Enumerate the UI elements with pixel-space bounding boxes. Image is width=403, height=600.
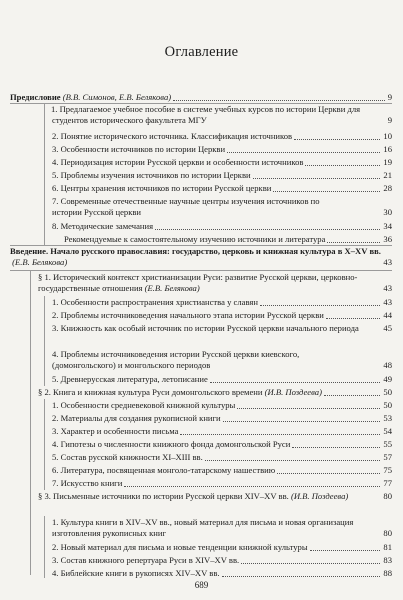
entry-title: 8. Методические замечания [52, 221, 154, 231]
entry-page: 49 [383, 374, 392, 384]
toc-entry [52, 465, 392, 476]
entry-title: 5. Проблемы изучения источников по истории Церкви [52, 170, 251, 180]
entry-title: 4. Библейские книги в рукописях XIV–XV вв. [52, 568, 220, 578]
toc-entry [52, 439, 392, 450]
entry-title: 3. Состав книжного репертуара Руси в XIV–XV вв. [52, 555, 240, 565]
entry-page: 30 [383, 206, 392, 217]
entry-title: 1. Культура книги в XIV–XV вв., новый материал для письма и новая организация изготовления рукописных книг [52, 517, 354, 538]
page-number: 689 [194, 580, 209, 590]
entry-page: 48 [383, 359, 392, 370]
entry-title: 2. Понятие исторического источника. Классификация источников [52, 131, 293, 141]
column-rule [44, 516, 45, 578]
toc-entry [52, 452, 392, 463]
toc-entry [52, 297, 392, 308]
entry-title: 1. Предлагаемое учебное пособие в системе учебных курсов по истории Церкви для студентов исторического факультета МГУ [51, 104, 361, 125]
entry-title: 5. Состав русской книжности XI–XIII вв. [52, 452, 203, 462]
row-rule [10, 245, 392, 246]
row-rule [10, 270, 392, 271]
entry-page: 88 [383, 568, 392, 578]
toc-entry-section [38, 387, 392, 398]
entry-title: 3. Особенности источников по истории Церкви [52, 144, 226, 154]
entry-title: 1. Особенности распространения христианства у славян [52, 297, 258, 307]
entry-page: 43 [383, 256, 392, 267]
entry-title: 4. Периодизация истории Русской церкви и особенности источников [52, 157, 304, 167]
toc-entry-preface [10, 92, 392, 103]
toc-entry [52, 426, 392, 437]
entry-title: 2. Материалы для создания рукописной книги [52, 413, 221, 423]
entry-title: 4. Проблемы источниковедения истории Русской церкви киевского, (домонгольского) и монгольского периодов [52, 349, 300, 370]
entry-page: 28 [383, 183, 392, 193]
toc-entry [52, 183, 392, 194]
entry-page: 54 [383, 426, 392, 436]
column-rule [44, 399, 45, 490]
entry-page: 53 [383, 413, 392, 423]
toc-entry [52, 374, 392, 385]
entry-page: 55 [383, 439, 392, 449]
entry-authors: (И.В. Поздеева) [290, 491, 349, 501]
entry-title: Предисловие [10, 92, 61, 102]
toc-entry-section [38, 491, 392, 502]
row-rule [10, 103, 392, 104]
entry-page: 45 [383, 323, 392, 333]
entry-title: 3. Характер и особенности письма [52, 426, 179, 436]
entry-page: 44 [383, 310, 392, 320]
entry-authors: (И.В. Поздеева) [264, 387, 322, 397]
entry-title: Рекомендуемые к самостоятельному изучению источники и литература [64, 234, 326, 244]
toc-entry [52, 568, 392, 579]
entry-page: 43 [383, 297, 392, 307]
toc-entry [52, 144, 392, 155]
entry-page: 77 [383, 478, 392, 488]
toc-entry [52, 349, 392, 371]
entry-authors: (Е.В. Белякова) [144, 282, 200, 293]
toc-entry [52, 323, 392, 334]
entry-page: 34 [383, 221, 392, 231]
toc-entry [64, 234, 392, 245]
entry-page: 57 [383, 452, 392, 462]
toc-entry [52, 400, 392, 411]
entry-title: 6. Литература, посвященная монголо-татарскому нашествию [52, 465, 276, 475]
entry-title: 3. Книжность как особый источник по истории Русской церкви начального периода [52, 323, 359, 333]
entry-page: 10 [383, 131, 392, 141]
column-rule [44, 103, 45, 245]
entry-title: 7. Искусство книги [52, 478, 123, 488]
toc-entry [52, 478, 392, 489]
toc-entry [52, 196, 392, 218]
entry-title: § 1. Исторический контекст христианизации Руси: развитие Русской церкви, церковно-государственные отношения [38, 272, 358, 293]
entry-page: 16 [383, 144, 392, 154]
toc-entry [52, 157, 392, 168]
entry-page: 43 [383, 282, 392, 293]
entry-page: 75 [383, 465, 392, 475]
entry-page: 36 [383, 234, 392, 244]
entry-title: 2. Проблемы источниковедения начального этапа истории Русской церкви [52, 310, 324, 320]
toc-entry [52, 221, 392, 232]
page-title: Оглавление [164, 44, 239, 60]
toc-entry-introduction [10, 246, 392, 268]
entry-page: 50 [383, 400, 392, 410]
entry-page: 50 [383, 387, 392, 397]
column-rule [30, 270, 31, 575]
entry-title: Введение. Начало русского православия: государство, церковь и книжная культура в X–XV вв. [10, 246, 381, 256]
entry-page: 83 [383, 555, 392, 565]
toc-entry [52, 555, 392, 566]
toc-entry [52, 104, 392, 126]
entry-title: § 3. Письменные источники по истории Русской церкви XIV–XV вв. [38, 491, 291, 501]
entry-page: 19 [383, 157, 392, 167]
entry-title: 7. Современные отечественные научные центры изучения источников по истории Русской церкви [52, 196, 320, 217]
entry-page: 9 [387, 92, 392, 102]
entry-page: 80 [383, 491, 392, 501]
column-rule [44, 296, 45, 386]
entry-page: 9 [387, 114, 392, 125]
entry-title: 6. Центры хранения источников по истории Русской церкви [52, 183, 272, 193]
entry-title: 2. Новый материал для письма и новые тенденции книжной культуры [52, 542, 308, 552]
entry-authors: (Е.В. Белякова) [10, 256, 68, 267]
toc-entry [52, 517, 392, 539]
toc-entry [52, 542, 392, 553]
entry-title: § 2. Книга и книжная культура Руси домонгольского времени [38, 387, 265, 397]
toc-entry [52, 131, 392, 142]
toc-entry-section [38, 272, 392, 294]
entry-authors: (В.В. Симонов, Е.В. Белякова) [60, 92, 172, 102]
toc-entry [52, 170, 392, 181]
entry-page: 81 [383, 542, 392, 552]
toc-entry [52, 310, 392, 321]
entry-page: 80 [383, 527, 392, 538]
toc-entry [52, 413, 392, 424]
entry-title: 4. Гипотезы о численности книжного фонда домонгольской Руси [52, 439, 291, 449]
entry-title: 5. Древнерусская литература, летописание [52, 374, 208, 384]
entry-title: 1. Особенности средневековой книжной культуры [52, 400, 236, 410]
entry-page: 21 [383, 170, 392, 180]
